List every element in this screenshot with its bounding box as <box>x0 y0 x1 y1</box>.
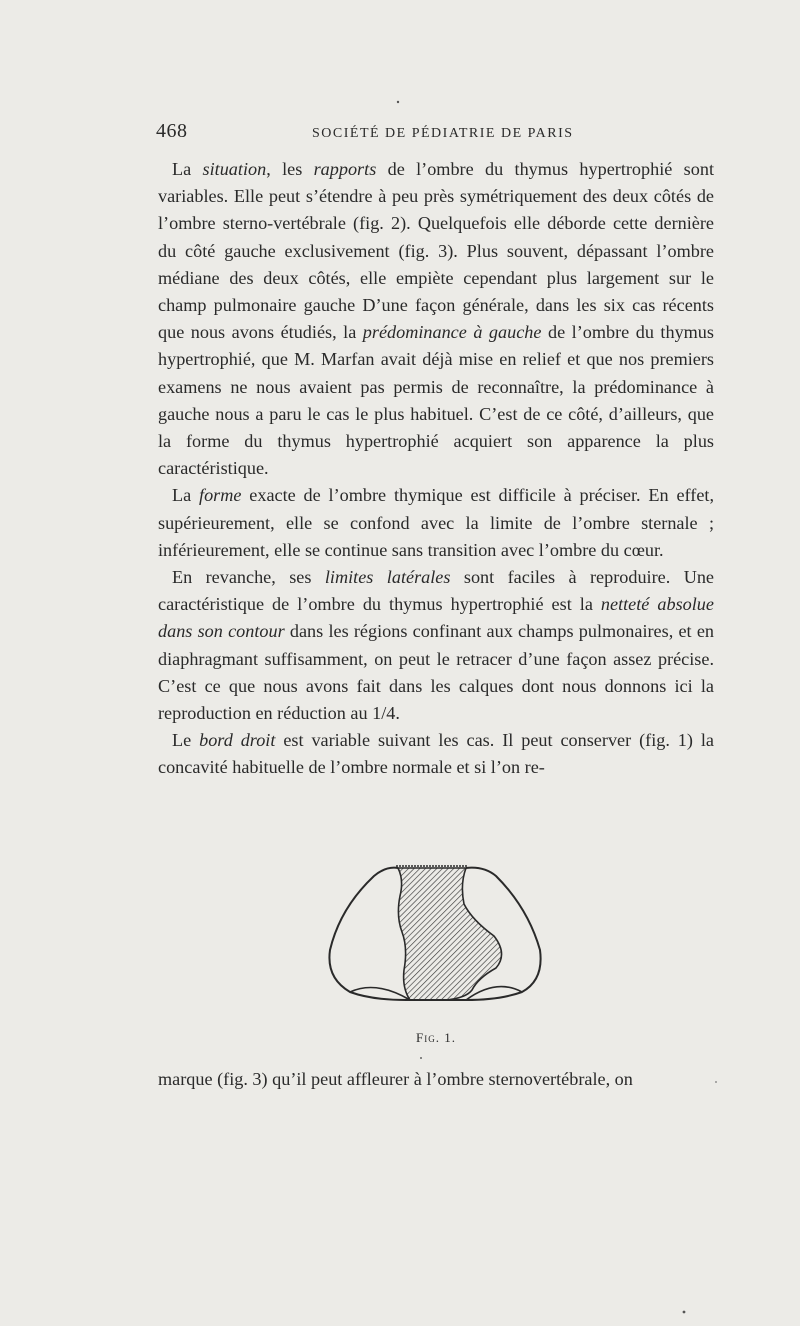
text-run: La <box>172 485 200 506</box>
text-run: La <box>172 159 203 179</box>
italic-text: limites latérales <box>324 567 451 588</box>
italic-text: prédominance à gauche <box>362 322 542 343</box>
text-run: Le <box>172 730 200 751</box>
continuation-line: marque (fig. 3) qu’il peut affleurer à l’ombre sternovertébrale, on <box>158 1069 633 1089</box>
italic-text: rapports <box>313 159 377 179</box>
italic-text: netteté absolue dans son contour <box>158 594 714 642</box>
text-run: de l’ombre du thymus hypertrophié, que M. Marfan avait déjà mise en relief et que nos premiers examens ne nous avaient pas permis de reconnaître, la prédominance à gauche nous a paru le cas le plus habituel. C’est de ce côté, d’ailleurs, que la forme du thymus hypertrophié acquiert son apparence la plus caractéristique. <box>158 322 714 479</box>
italic-text: bord droit <box>199 730 276 751</box>
text-run: est variable suivant les cas. Il peut conserver (fig. 1) la concavité habituelle de l’ombre normale et si l’on re- <box>158 730 714 778</box>
text-run: de l’ombre du thymus hypertrophié sont variables. Elle peut s’étendre à peu près symétriquement des deux côtés de l’ombre sterno-vertébrale (fig. 2). Quelquefois elle déborde cette dernière du côté gauche exclusivement (fig. 3). Plus souvent, dépassant l’ombre médiane des deux côtés, elle empiète cependant plus largement sur le champ pulmonaire gauche D’une façon générale, dans les six cas récents que nous avons étudiés, la <box>158 159 714 343</box>
page-number: 468 <box>156 120 188 142</box>
text-run: sont faciles à reproduire. Une caractéristique de l’ombre du thymus hypertrophié est la <box>158 567 714 615</box>
running-title: SOCIÉTÉ DE PÉDIATRIE DE PARIS <box>312 126 574 141</box>
italic-text: forme <box>199 485 242 506</box>
text-run: dans les régions confinant aux champs pulmonaires, et en diaphragmant suffisamment, on peut le retracer d’une façon assez précise. C’est ce que nous avons fait dans les calques dont nous donnons ici la reproduction en réduction au 1/4. <box>158 621 714 724</box>
italic-text: situation <box>202 159 267 179</box>
figure-caption: Fig. 1. <box>416 1030 456 1045</box>
text-run: En revanche, ses <box>172 567 325 588</box>
text-run: , les <box>266 159 314 179</box>
text-run: exacte de l’ombre thymique est difficile à préciser. En effet, supérieurement, elle se confond avec la limite de l’ombre sternale ; inférieurement, elle se continue sans transition avec l’ombre du cœur. <box>158 485 714 560</box>
